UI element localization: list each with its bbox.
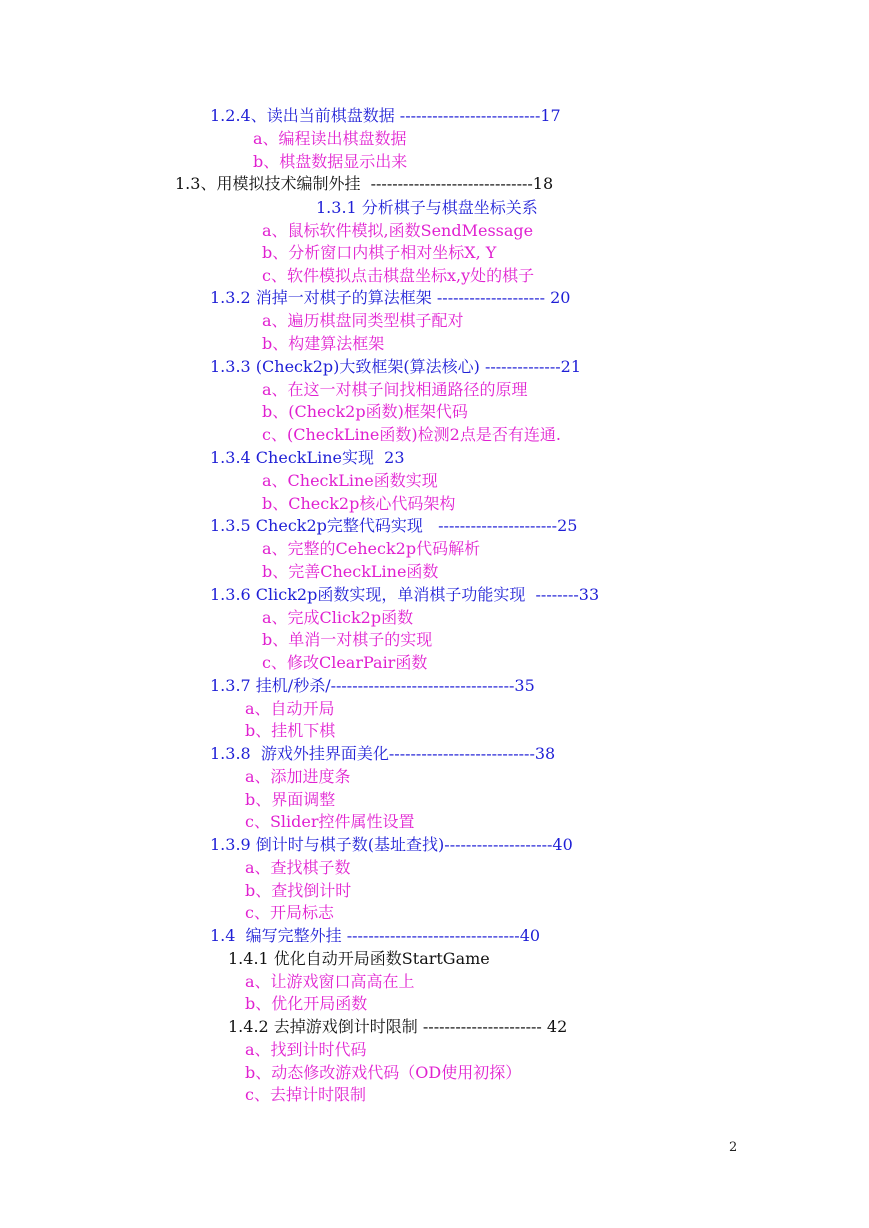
toc-entry-1-2-4: 1.2.4、读出当前棋盘数据 --------------------------17 [210,106,561,125]
toc-entry-1-3-4: 1.3.4 CheckLine实现 23 [210,448,405,467]
toc-subentry: c、去掉计时限制 [245,1085,366,1104]
toc-entry-1-3-1: 1.3.1 分析棋子与棋盘坐标关系 [316,198,538,217]
toc-subentry: a、自动开局 [245,699,335,718]
toc-subentry: a、CheckLine函数实现 [262,471,438,490]
toc-subentry: b、Check2p核心代码架构 [262,494,456,513]
toc-entry-1-3-7: 1.3.7 挂机/秒杀/----------------------------------35 [210,676,535,695]
toc-subentry: b、完善CheckLine函数 [262,562,439,581]
page-number: 2 [729,1140,738,1155]
toc-subentry: b、(Check2p函数)框架代码 [262,402,468,421]
toc-subentry: a、遍历棋盘同类型棋子配对 [262,311,464,330]
toc-entry-1-4-1: 1.4.1 优化自动开局函数StartGame [228,949,490,968]
toc-subentry: b、棋盘数据显示出来 [253,152,408,171]
toc-subentry: a、完成Click2p函数 [262,608,414,627]
toc-subentry: b、优化开局函数 [245,994,368,1013]
toc-entry-1-3-3: 1.3.3 (Check2p)大致框架(算法核心) --------------21 [210,357,581,376]
toc-entry-1-3-6: 1.3.6 Click2p函数实现，单消棋子功能实现 --------33 [210,585,600,604]
toc-subentry: b、挂机下棋 [245,721,336,740]
toc-subentry: b、界面调整 [245,790,336,809]
toc-entry-1-3-9: 1.3.9 倒计时与棋子数(基址查找)--------------------40 [210,835,573,854]
toc-entry-1-4: 1.4 编写完整外挂 --------------------------------40 [210,926,541,945]
toc-subentry: b、动态修改游戏代码（OD使用初探） [245,1063,522,1082]
toc-subentry: c、Slider控件属性设置 [245,812,415,831]
toc-subentry: c、修改ClearPair函数 [262,653,428,672]
toc-entry-1-3-5: 1.3.5 Check2p完整代码实现 ----------------------25 [210,516,578,535]
toc-subentry: a、完整的Ceheck2p代码解析 [262,539,481,558]
toc-subentry: b、查找倒计时 [245,881,352,900]
toc-section-1-3: 1.3、用模拟技术编制外挂 ------------------------------18 [175,174,554,193]
toc-entry-1-4-2: 1.4.2 去掉游戏倒计时限制 ---------------------- 42 [228,1017,568,1036]
toc-subentry: a、鼠标软件模拟,函数SendMessage [262,221,534,240]
toc-subentry: c、软件模拟点击棋盘坐标x,y处的棋子 [262,266,535,285]
toc-entry-1-3-2: 1.3.2 消掉一对棋子的算法框架 -------------------- 20 [210,288,571,307]
toc-subentry: a、添加进度条 [245,767,351,786]
toc-subentry: a、查找棋子数 [245,858,351,877]
toc-subentry: a、找到计时代码 [245,1040,367,1059]
toc-subentry: c、(CheckLine函数)检测2点是否有连通. [262,425,561,444]
toc-subentry: a、在这一对棋子间找相通路径的原理 [262,380,528,399]
toc-subentry: a、让游戏窗口高高在上 [245,972,415,991]
toc-subentry: b、构建算法框架 [262,334,385,353]
toc-subentry: a、编程读出棋盘数据 [253,129,407,148]
toc-subentry: b、单消一对棋子的实现 [262,630,433,649]
toc-subentry: b、分析窗口内棋子相对坐标X, Y [262,243,497,262]
toc-entry-1-3-8: 1.3.8 游戏外挂界面美化---------------------------38 [210,744,556,763]
toc-subentry: c、开局标志 [245,903,334,922]
